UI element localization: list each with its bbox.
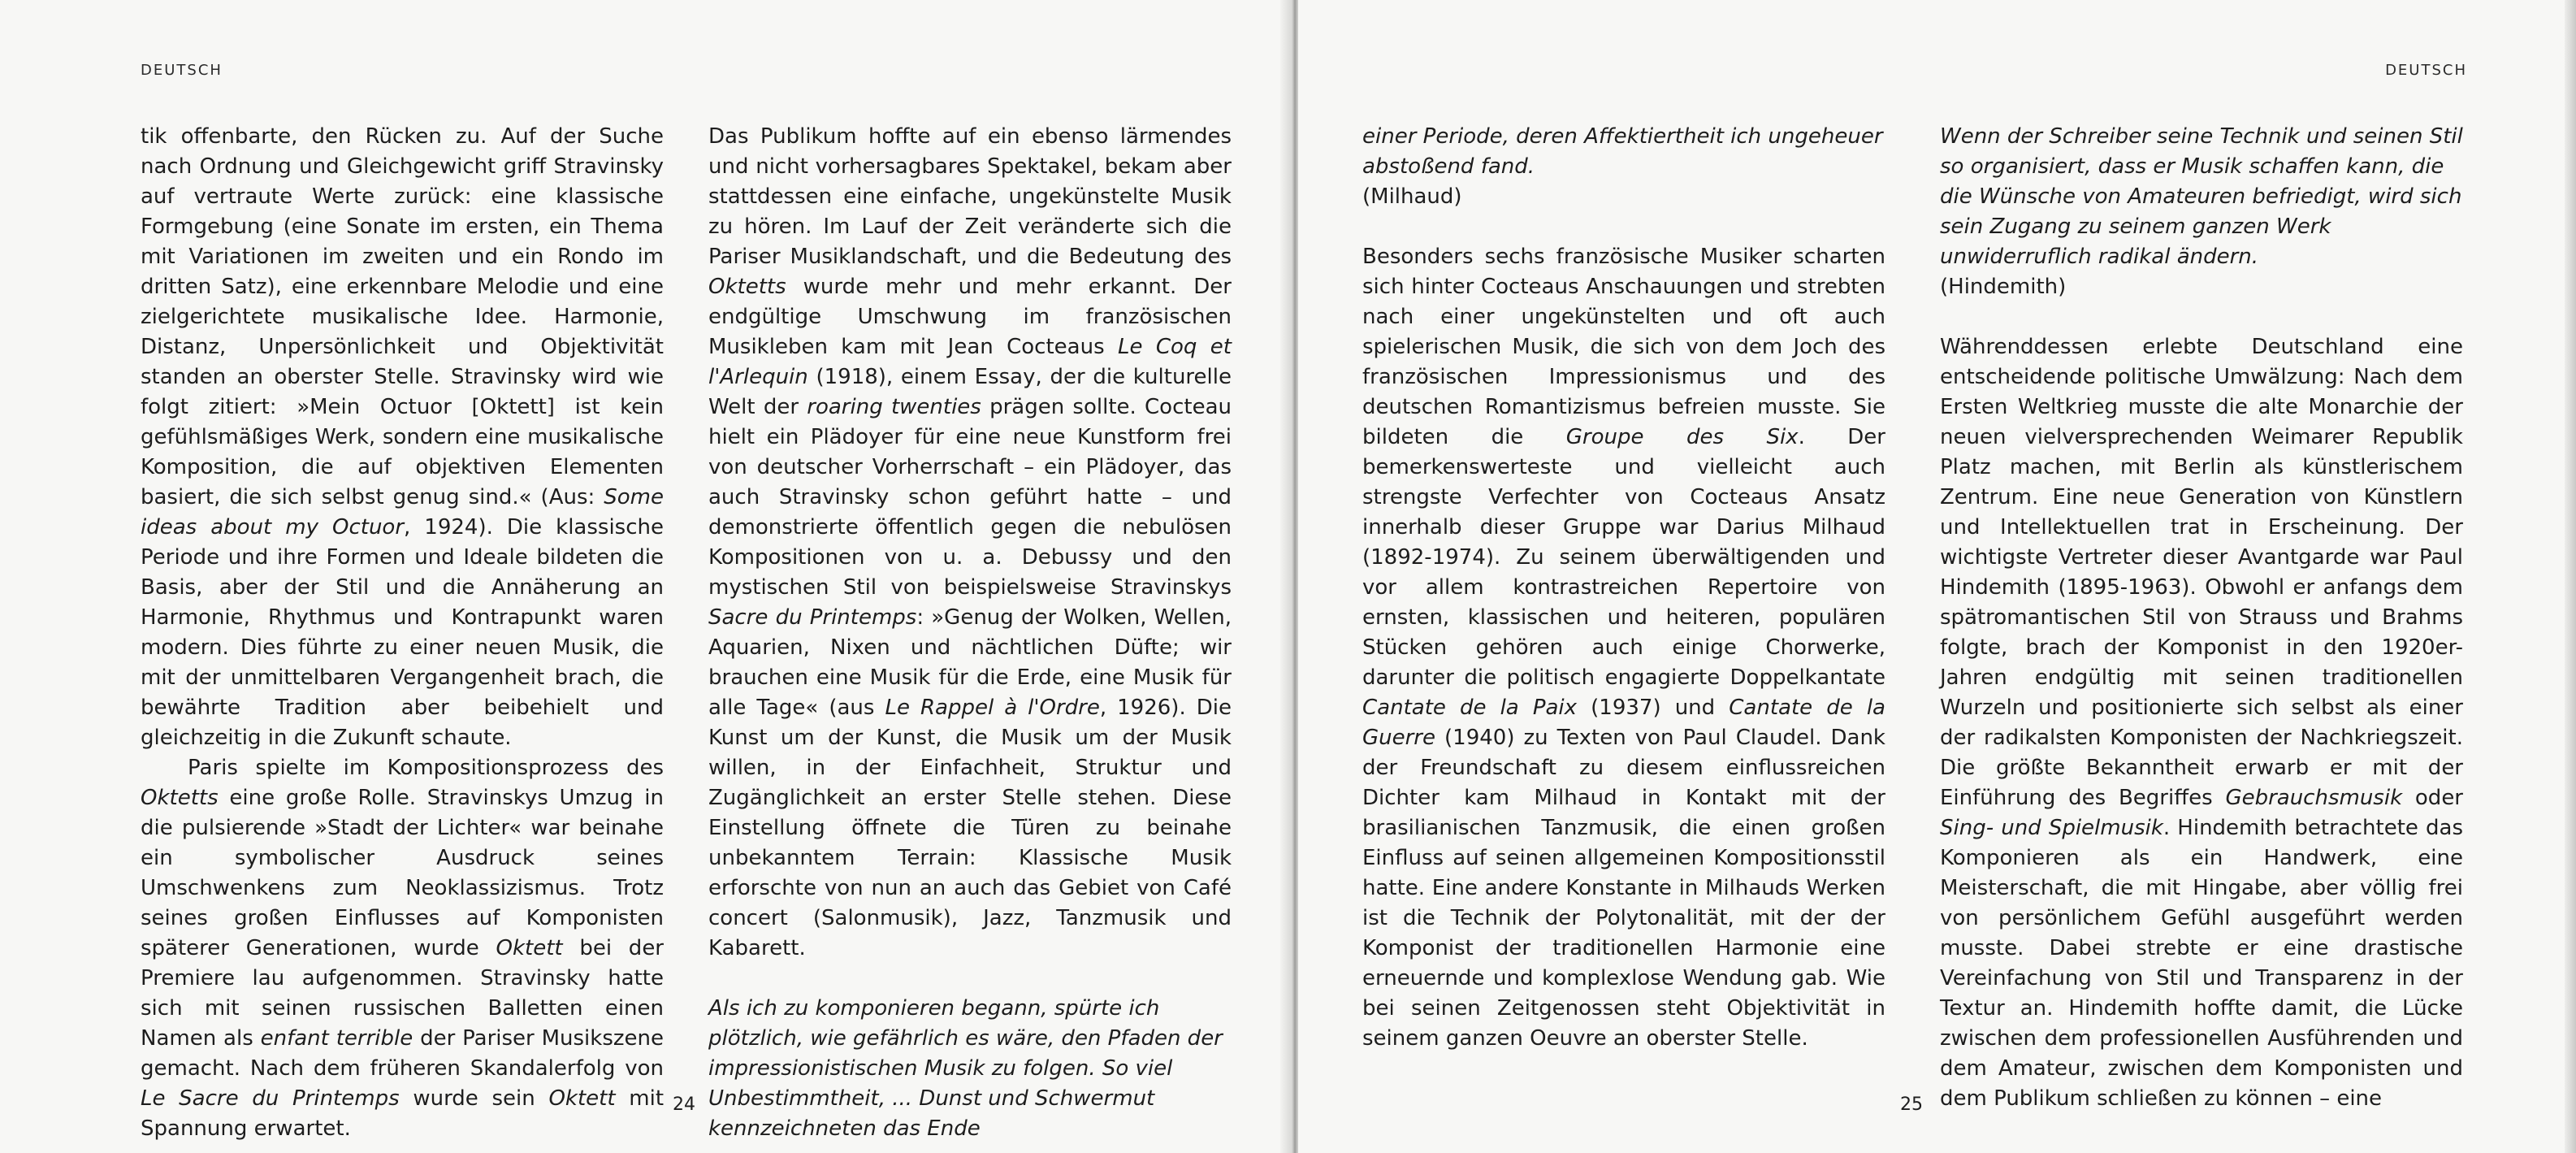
text-run: : »Genug der Wolken, Wellen, Aquarien, Nixen und nächtlichen Düfte; wir brauchen eine Musik für die Erde, eine Musik für alle Tage« (aus bbox=[708, 605, 1232, 720]
italic-title: Oktetts bbox=[708, 275, 786, 299]
italic-term: Gebrauchsmusik bbox=[2225, 786, 2403, 810]
italic-term: Sing- und Spielmusik bbox=[1940, 816, 2163, 840]
text-column-4 bbox=[1940, 122, 2463, 1114]
italic-title: Groupe des Six bbox=[1565, 425, 1799, 449]
page-number-right: 25 bbox=[1900, 1094, 1923, 1115]
text-run: (1940) zu Texten von Paul Claudel. Dank der Freundschaft zu diesem einflussreichen Dichter kam Milhaud in Kontakt mit der brasilianischen Tanzmusik, die einen großen Einfluss auf seinen allgemeinen Kompositionsstil hatte. Eine andere Konstante in Milhauds Werken ist die Technik der Polytonalität, mit der der Komponist der traditionellen Harmonie eine erneuernde und komplexlose Wendung gab. Wie bei seinen Zeitgenossen steht Objektivität in seinem ganzen Oeuvre an oberster Stelle. bbox=[1362, 726, 1885, 1051]
body-paragraph bbox=[708, 122, 1232, 964]
quote-attribution: (Milhaud) bbox=[1362, 184, 1462, 209]
text-run: (1937) und bbox=[1577, 696, 1730, 720]
text-run: , 1924). Die klassische Periode und ihre Formen und Ideale bildeten die Basis, aber der Stil und die Annäherung an Harmonie, Rhythmus und Kontrapunkt waren modern. Dies führte zu einer neuen Musik, die mit der unmittelbaren Vergangenheit brach, die bewährte Tradition aber beibehielt und gleichzeitig in die Zukunft schaute. bbox=[141, 515, 664, 750]
body-paragraph bbox=[141, 753, 664, 1144]
body-paragraph bbox=[1362, 242, 1885, 1054]
text-run: . Der bemerkenswerteste und vielleicht auch strengste Verfechter von Cocteaus Ansatz innerhalb dieser Gruppe war Darius Milhaud (1892-1974). Zu seinem überwältigenden und vor allem kontrastreichen Repertoire von ernsten, klassischen und heiteren, populären Stücken gehören auch einige Chorwerke, darunter die politisch engagierte Doppelkantate bbox=[1362, 425, 1885, 690]
text-run: wurde sein bbox=[399, 1086, 549, 1111]
italic-title: Oktett bbox=[496, 936, 563, 960]
text-run: Besonders sechs französische Musiker scharten sich hinter Cocteaus Anschauungen und strebten nach einer ungekünstelten und oft auch spielerischen Musik, die sich von dem Joch des französischen Impressionismus und des deutschen Romantizismus befreien musste. Sie bildeten die bbox=[1362, 245, 1885, 449]
body-paragraph bbox=[1940, 332, 2463, 1114]
right-page bbox=[1298, 0, 2576, 1153]
italic-title: Le Rappel à l'Ordre bbox=[885, 696, 1100, 720]
text-run: bei der Premiere lau aufgenommen. Stravinsky hatte sich mit seinen russischen Balletten einen Namen als bbox=[141, 936, 664, 1051]
italic-title: Oktett bbox=[548, 1086, 616, 1111]
text-run: Paris spielte im Kompositionsprozess des bbox=[188, 756, 664, 780]
italic-title: Some ideas about my Octuor bbox=[141, 485, 664, 540]
text-column-1 bbox=[141, 122, 664, 1144]
italic-title: Sacre du Printemps bbox=[708, 605, 917, 630]
body-paragraph bbox=[141, 122, 664, 753]
block-quote: Als ich zu komponieren begann, spürte ich plötzlich, wie gefährlich es wäre, den Pfaden der impressionistischen Musik zu folgen. So viel Unbestimmtheit, ... Dunst und Schwermut kennzeichneten das Ende bbox=[708, 996, 1223, 1141]
quote-attribution: (Hindemith) bbox=[1940, 275, 2067, 299]
text-column-3 bbox=[1362, 122, 1885, 1054]
block-quote: einer Periode, deren Affektiertheit ich ungeheuer abstoßend fand. bbox=[1362, 124, 1883, 179]
text-run: prägen sollte. Cocteau hielt ein Plädoyer für eine neue Kunstform frei von deutscher Vorherrschaft – ein Plädoyer, das auch Stravinsky schon geführt hatte – und demonstrierte öffentlich gegen die nebulösen Kompositionen von u. a. Debussy und den mystischen Stil von beispielsweise Stravinskys bbox=[708, 395, 1232, 600]
page-number-left: 24 bbox=[673, 1094, 695, 1115]
text-run: (1918), einem Essay, der die kulturelle Welt der bbox=[708, 365, 1232, 419]
text-run: mit Spannung erwartet. bbox=[141, 1086, 665, 1141]
text-run: tik offenbarte, den Rücken zu. Auf der Suche nach Ordnung und Gleichgewicht griff Stravinsky auf vertraute Werte zurück: eine klassische Formgebung (eine Sonate im ersten, ein Thema mit Variationen im zweiten und ein Rondo im dritten Satz), eine erkennbare Melodie und eine zielgerichtete musikalische Idee. Harmonie, Distanz, Unpersönlichkeit und Objektivität standen an oberster Stelle. Stravinsky wird wie folgt zitiert: »Mein Octuor [Oktett] ist kein gefühlsmäßiges Werk, sondern eine musikalische Komposition, die auf objektiven Elementen basiert, die sich selbst genug sind.« (Aus: bbox=[141, 124, 664, 509]
text-run: eine große Rolle. Stravinskys Umzug in die pulsierende »Stadt der Lichter« war beinahe ein symbolischer Ausdruck seines Umschwenkens zum Neoklassizismus. Trotz seines großen Einflusses auf Komponisten späterer Generationen, wurde bbox=[141, 786, 664, 960]
italic-title: Le Coq et l'Arlequin bbox=[708, 335, 1232, 389]
running-header-left: DEUTSCH bbox=[141, 62, 223, 79]
italic-term: roaring twenties bbox=[807, 395, 981, 419]
running-header-right: DEUTSCH bbox=[2385, 62, 2467, 79]
text-run: oder bbox=[2402, 786, 2463, 810]
italic-term: enfant terrible bbox=[260, 1026, 413, 1051]
text-run: Währenddessen erlebte Deutschland eine entscheidende politische Umwälzung: Nach dem Ersten Weltkrieg musste die alte Monarchie der neuen vielversprechenden Weimarer Republik Platz machen, mit Berlin als künstlerischem Zentrum. Eine neue Generation von Künstlern und Intellektuellen trat in Erscheinung. Der wichtigste Vertreter dieser Avantgarde war Paul Hindemith (1895-1963). Obwohl er anfangs dem spätromantischen Stil von Strauss und Brahms folgte, brach der Komponist in den 1920er-Jahren endgültig mit seinen traditionellen Wurzeln und positionierte sich selbst als einer der radikalsten Komponisten der Nachkriegszeit. Die größte Bekanntheit erwarb er mit der Einführung des Begriffes bbox=[1940, 335, 2463, 810]
italic-title: Cantate de la Guerre bbox=[1362, 696, 1885, 750]
text-run: der Pariser Musikszene gemacht. Nach dem früheren Skandalerfolg von bbox=[141, 1026, 664, 1081]
text-run: . Hindemith betrachtete das Komponieren als ein Handwerk, eine Meisterschaft, die mit Hingabe, aber völlig frei von persönlichem Gefühl ausgeführt werden musste. Dabei strebte er eine drastische Vereinfachung von Stil und Transparenz in der Textur an. Hindemith hoffte damit, die Lücke zwischen dem professionellen Ausführenden und dem Amateur, zwischen dem Komponisten und dem Publikum schließen zu können – eine bbox=[1940, 816, 2463, 1111]
text-run: wurde mehr und mehr erkannt. Der endgültige Umschwung im französischen Musikleben kam mit Jean Cocteaus bbox=[708, 275, 1232, 359]
text-column-2 bbox=[708, 122, 1232, 1144]
italic-title: Cantate de la Paix bbox=[1362, 696, 1578, 720]
italic-title: Oktetts bbox=[141, 786, 219, 810]
text-run: Das Publikum hoffte auf ein ebenso lärmendes und nicht vorhersagbares Spektakel, bekam aber stattdessen eine einfache, ungekünstelte Musik zu hören. Im Lauf der Zeit veränderte sich die Pariser Musiklandschaft, und die Bedeutung des bbox=[708, 124, 1232, 269]
page-edge bbox=[2565, 0, 2576, 1153]
text-run: , 1926). Die Kunst um der Kunst, die Musik um der Musik willen, in der Einfachheit, Struktur und Zugänglichkeit an erster Stelle stehen. Diese Einstellung öffnete die Türen zu beinahe unbekanntem Terrain: Klassische Musik erforschte von nun an auch das Gebiet von Café concert (Salonmusik), Jazz, Tanzmusik und Kabarett. bbox=[708, 696, 1232, 960]
italic-title: Le Sacre du Printemps bbox=[141, 1086, 400, 1111]
block-quote: Wenn der Schreiber seine Technik und seinen Stil so organisiert, dass er Musik schaffen kann, die die Wünsche von Amateuren befriedigt, wird sich sein Zugang zu seinem ganzen Werk unwiderruflich radikal ändern. bbox=[1940, 124, 2463, 269]
